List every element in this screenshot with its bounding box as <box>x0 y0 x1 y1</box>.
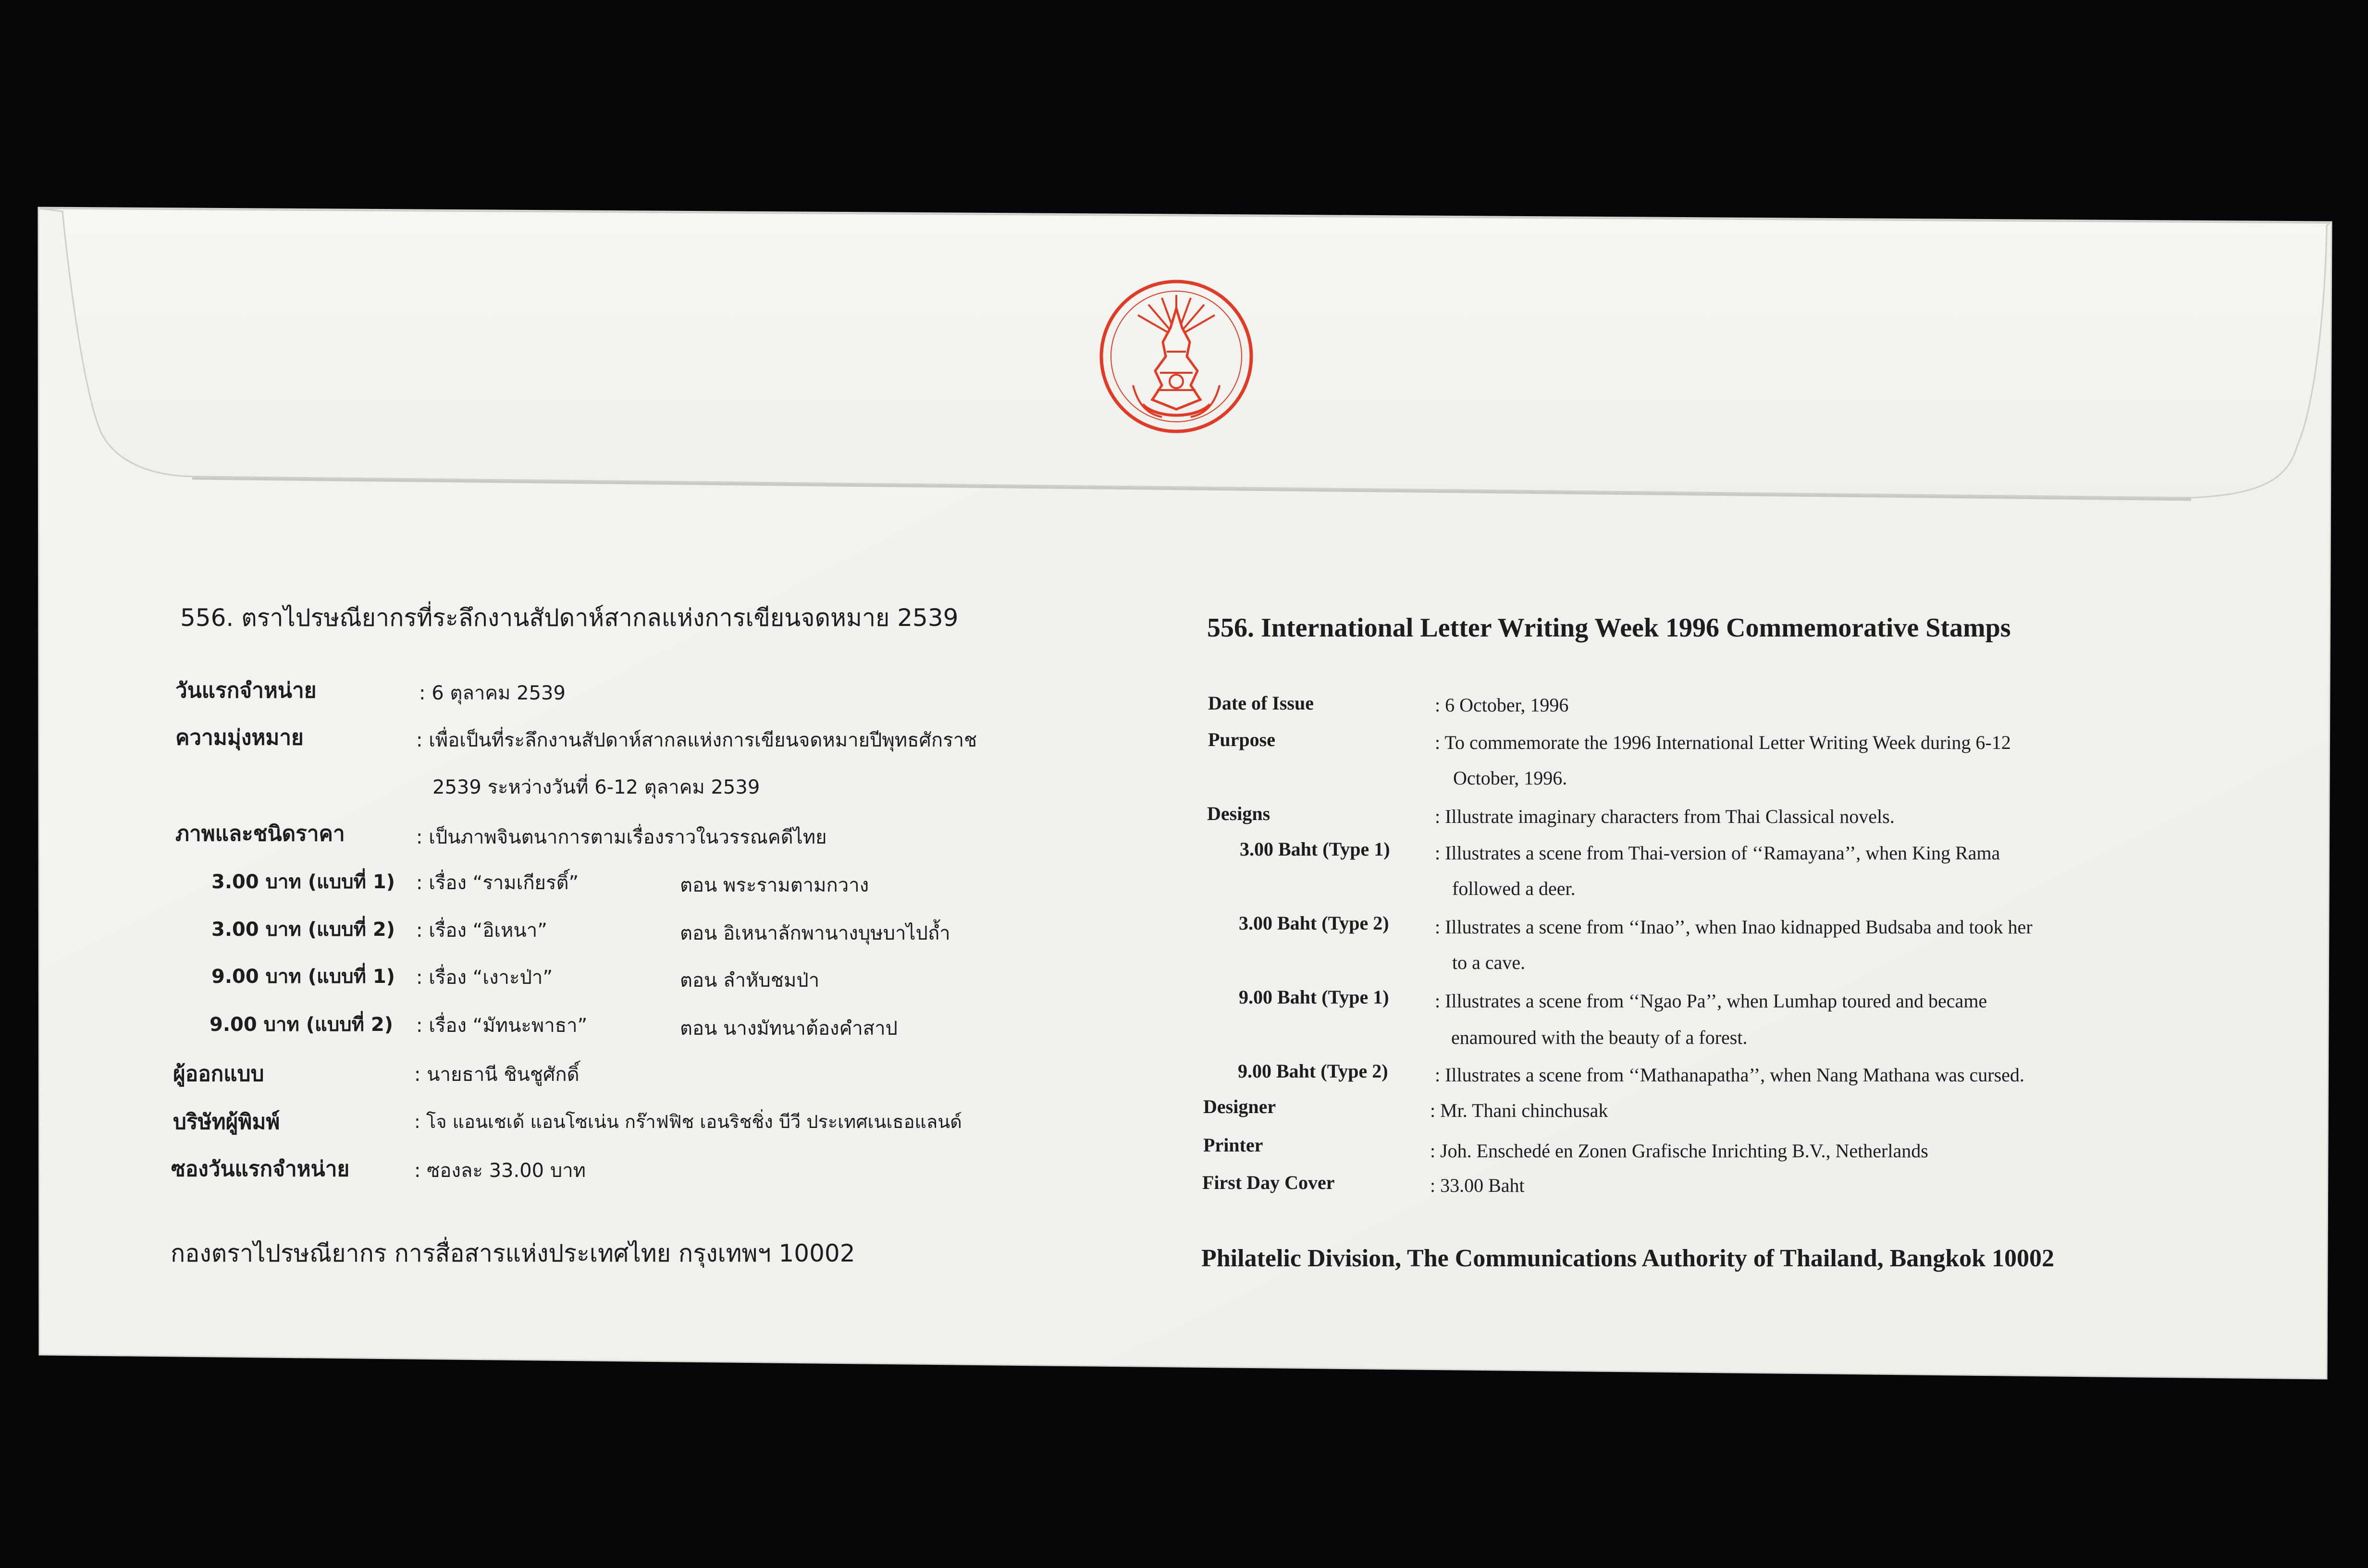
thai-row-value: : เพื่อเป็นที่ระลึกงานสัปดาห์สากลแห่งการเขียนจดหมายปีพุทธศักราช <box>416 729 977 751</box>
thai-row-value: 2539 ระหว่างวันที่ 6-12 ตุลาคม 2539 <box>432 776 760 798</box>
english-title: 556. International Letter Writing Week 1996 Commemorative Stamps <box>1207 613 2011 643</box>
thai-stamp-story: : เรื่อง “มัทนะพาธา” <box>416 1015 588 1037</box>
english-row-value: : Illustrates a scene from Thai-version of ‘‘Ramayana’’, when King Rama <box>1435 842 2000 864</box>
thai-row-value: : 6 ตุลาคม 2539 <box>419 682 566 704</box>
english-row-value: to a cave. <box>1452 952 1526 973</box>
thai-row-label: ซองวันแรกจำหน่าย <box>171 1157 350 1181</box>
english-row-label: Purpose <box>1208 729 1275 750</box>
thai-stamp-story: : เรื่อง “อิเหนา” <box>416 919 547 942</box>
thai-stamp-label: 3.00 บาท (แบบที่ 1) <box>211 871 395 893</box>
thai-stamp-episode: ตอน พระรามตามกวาง <box>680 874 869 896</box>
thai-title: 556. ตราไปรษณียากรที่ระลึกงานสัปดาห์สากลแห่งการเขียนจดหมาย 2539 <box>180 604 959 632</box>
thai-row-label: บริษัทผู้พิมพ์ <box>173 1110 280 1134</box>
thai-row-label: ผู้ออกแบบ <box>173 1062 264 1086</box>
english-row-label: First Day Cover <box>1202 1172 1335 1193</box>
english-footer: Philatelic Division, The Communications Authority of Thailand, Bangkok 10002 <box>1201 1245 2055 1272</box>
thai-row-value: : ซองละ 33.00 บาท <box>414 1160 586 1182</box>
thai-stamp-story: : เรื่อง “เงาะป่า” <box>416 967 553 989</box>
thai-stamp-episode: ตอน ลำหับชมป่า <box>680 969 820 992</box>
english-row-label: Designer <box>1203 1096 1276 1117</box>
english-row-label: Date of Issue <box>1208 692 1314 714</box>
english-row-value: : Illustrates a scene from ‘‘Mathanapatha’’, when Nang Mathana was cursed. <box>1435 1064 2024 1086</box>
thai-row-label: วันแรกจำหน่าย <box>175 678 317 703</box>
thai-row-label: ภาพและชนิดราคา <box>175 821 345 846</box>
thai-stamp-label: 9.00 บาท (แบบที่ 2) <box>210 1014 394 1036</box>
english-row-value: : Illustrates a scene from ‘‘Ngao Pa’’, when Lumhap toured and became <box>1435 990 1987 1012</box>
thai-row-value: : เป็นภาพจินตนาการตามเรื่องราวในวรรณคดีไทย <box>416 826 827 848</box>
english-row-label: 3.00 Baht (Type 1) <box>1240 838 1390 860</box>
english-row-value: : Mr. Thani chinchusak <box>1430 1100 1608 1121</box>
english-row-value: : 33.00 Baht <box>1430 1175 1525 1196</box>
english-row-value: : Illustrates a scene from ‘‘Inao’’, when Inao kidnapped Budsaba and took her <box>1435 916 2033 938</box>
english-row-label: Printer <box>1203 1134 1263 1156</box>
thai-footer: กองตราไปรษณียากร การสื่อสารแห่งประเทศไทย กรุงเทพฯ 10002 <box>171 1239 855 1267</box>
thai-stamp-episode: ตอน นางมัทนาต้องคำสาป <box>680 1017 898 1040</box>
english-row-label: 3.00 Baht (Type 2) <box>1239 912 1389 934</box>
thai-stamp-label: 3.00 บาท (แบบที่ 2) <box>211 919 395 941</box>
english-row-label: 9.00 Baht (Type 1) <box>1239 986 1389 1008</box>
english-row-value: : To commemorate the 1996 International Letter Writing Week during 6-12 <box>1435 732 2011 753</box>
thai-stamp-label: 9.00 บาท (แบบที่ 1) <box>211 966 395 988</box>
english-row-label: Designs <box>1207 803 1270 824</box>
thai-stamp-story: : เรื่อง “รามเกียรติ์” <box>416 872 579 894</box>
english-row-label: 9.00 Baht (Type 2) <box>1238 1060 1388 1082</box>
english-row-value: : Illustrate imaginary characters from Thai Classical novels. <box>1435 806 1895 827</box>
english-row-value: : 6 October, 1996 <box>1435 694 1569 716</box>
english-row-value: enamoured with the beauty of a forest. <box>1451 1027 1748 1048</box>
thai-row-value: : นายธานี ชินชูศักดิ์ <box>414 1064 580 1086</box>
thai-row-label: ความมุ่งหมาย <box>175 725 304 750</box>
thai-stamp-episode: ตอน อิเหนาลักพานางบุษบาไปถ้ำ <box>680 922 950 944</box>
english-row-value: : Joh. Enschedé en Zonen Grafische Inrichting B.V., Netherlands <box>1430 1140 1928 1162</box>
english-row-value: followed a deer. <box>1452 878 1576 899</box>
english-row-value: October, 1996. <box>1453 767 1567 789</box>
thai-row-value: : โจ แอนเชเด้ แอนโซเน่น กร๊าฟฟิช เอนริชชิ่ง บีวี ประเทศเนเธอแลนด์ <box>414 1111 962 1132</box>
